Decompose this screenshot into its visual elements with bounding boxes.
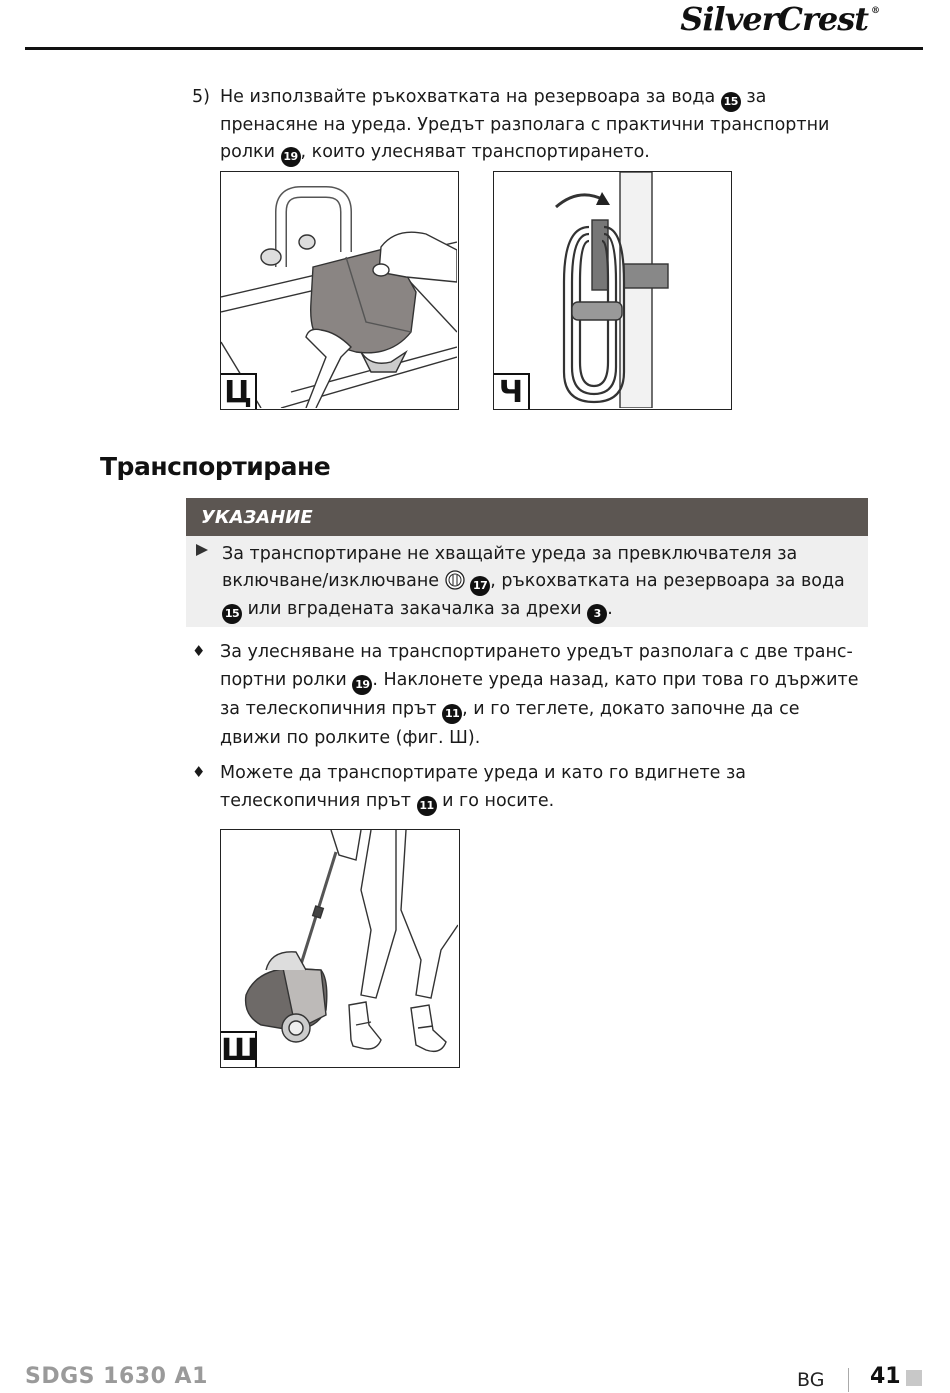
step-text-c: , които улесняват транспортирането. — [300, 141, 650, 162]
step-text — [220, 84, 862, 167]
bullet2-text-a: Можете да транспортирате уреда и като го вдигнете за телескопичния прът — [220, 763, 747, 811]
footer-divider — [848, 1368, 849, 1392]
step-5 — [192, 84, 862, 167]
note-text — [222, 541, 858, 624]
ref-badge-wheels: 19 — [281, 147, 301, 167]
footer-square-marker — [906, 1370, 922, 1386]
step-number: 5) — [192, 87, 210, 107]
registered-mark: ® — [871, 6, 879, 16]
arrow-bullet-icon — [196, 544, 208, 556]
ref-badge-clothes-hanger: 3 — [587, 604, 607, 624]
power-switch-icon — [445, 570, 465, 590]
bullet1-text-c: , и го теглете, докато започне да се движи по ролките (фиг. Ш). — [220, 699, 800, 748]
ref-badge-wheels: 19 — [352, 675, 372, 695]
bullet2-text-b: и го носите. — [436, 791, 555, 811]
note-text-d: . — [607, 598, 613, 619]
ref-badge-water-tank-handle: 15 — [721, 92, 741, 112]
ref-badge-water-tank-handle: 15 — [222, 604, 242, 624]
page-number: 41 — [870, 1364, 901, 1389]
step-text-a: Не използвайте ръкохватката на резервоара за вода — [220, 87, 721, 107]
figure-label: Ц — [221, 373, 257, 409]
diamond-bullet-icon: ♦ — [192, 642, 206, 660]
bullet-item-wheels — [192, 638, 864, 752]
figure-cord-storage — [493, 171, 732, 410]
note-text-b: , ръкохватката на резервоара за вода — [490, 570, 845, 591]
ref-badge-telescopic-rod: 11 — [417, 796, 437, 816]
bullet1-text-a: За улесняване на транспортирането уредът разполага с две транспортни ролки — [220, 642, 853, 690]
bullet1-text-b: . Наклонете уреда назад, като при това го държите за телескопичния прът — [220, 670, 859, 719]
ref-badge-on-off-switch: 17 — [470, 576, 490, 596]
diamond-bullet-icon: ♦ — [192, 763, 206, 781]
note-text-a: За транспортиране не хващайте уреда за превключвателя за включване/изключване — [222, 544, 798, 591]
note-text-c: или вградената закачалка за дрехи — [242, 598, 588, 619]
brand-name: SilverCrest — [680, 0, 868, 38]
figure-label: Ч — [494, 373, 530, 409]
bullet-text — [220, 759, 864, 816]
section-title: Транспортиране — [100, 452, 331, 481]
bullet-item-carry — [192, 759, 864, 816]
ref-badge-telescopic-rod: 11 — [442, 704, 462, 724]
step-text-b: за пренасяне на уреда. Уредът разполага с практични транспортни ролки — [220, 87, 830, 162]
header-rule — [25, 47, 923, 50]
bullet-text — [220, 638, 864, 752]
note-heading: УКАЗАНИЕ — [186, 498, 868, 536]
footer-language: BG — [797, 1369, 825, 1391]
footer-model: SDGS 1630 A1 — [25, 1364, 208, 1389]
figure-label: Ш — [221, 1033, 259, 1068]
figure-tank-removal — [220, 171, 459, 410]
brand-logo — [680, 0, 879, 38]
note-body — [186, 536, 868, 627]
figure-transport — [220, 829, 460, 1068]
